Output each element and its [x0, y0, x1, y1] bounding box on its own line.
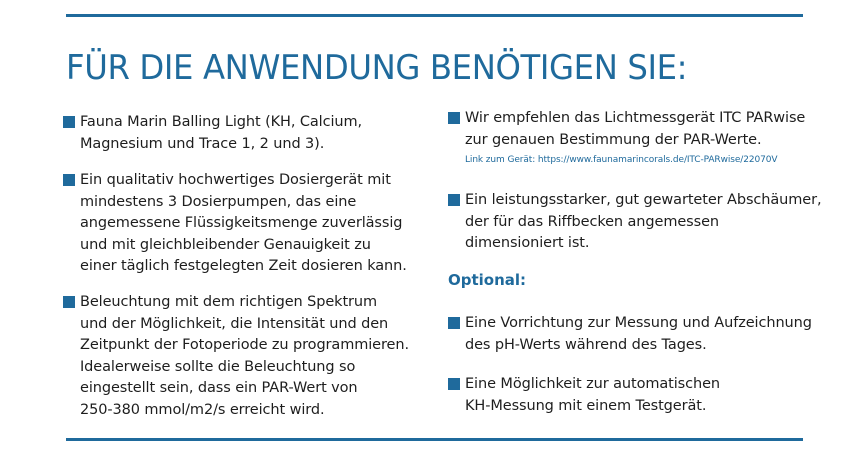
requirement-item-lighting	[63, 292, 409, 421]
requirement-item-balling	[63, 112, 362, 155]
bottom-divider	[66, 438, 803, 441]
square-bullet-icon	[63, 296, 75, 308]
square-bullet-icon	[63, 174, 75, 186]
requirement-item-par-meter	[448, 108, 806, 165]
requirement-item-skimmer	[448, 190, 821, 255]
optional-item-ph-monitor	[448, 313, 812, 356]
page-title: FÜR DIE ANWENDUNG BENÖTIGEN SIE:	[66, 48, 688, 88]
top-divider	[66, 14, 803, 17]
optional-item-kh-measurement	[448, 374, 720, 417]
optional-text: Eine Möglichkeit zur automatischen KH-Messung mit einem Testgerät.	[465, 376, 720, 414]
optional-text: Eine Vorrichtung zur Messung und Aufzeichnung des pH-Werts während des Tages.	[465, 315, 812, 353]
requirement-text: Beleuchtung mit dem richtigen Spektrum und der Möglichkeit, die Intensität und den Zeitpunkt der Fotoperiode zu programmieren. Idealerweise sollte die Beleuchtung so eingestellt sein, dass ein PAR-Wert von 250-380 mmol/m2/s erreicht wird.	[80, 294, 409, 418]
requirement-text: Wir empfehlen das Lichtmessgerät ITC PARwise zur genauen Bestimmung der PAR-Werte.	[465, 110, 806, 148]
requirement-text: Ein qualitativ hochwertiges Dosiergerät mit mindestens 3 Dosierpumpen, das eine angemessene Flüssigkeitsmenge zuverlässig und mit gleichbleibender Genauigkeit zu einer täglich festgelegten Zeit dosieren kann.	[80, 172, 407, 274]
square-bullet-icon	[63, 116, 75, 128]
optional-heading: Optional:	[448, 271, 527, 289]
requirement-text: Ein leistungsstarker, gut gewarteter Abschäumer, der für das Riffbecken angemessen dimensioniert ist.	[465, 192, 822, 251]
square-bullet-icon	[448, 317, 460, 329]
square-bullet-icon	[448, 194, 460, 206]
device-link[interactable]: Link zum Gerät: https://www.faunamarincorals.de/ITC-PARwise/22070V	[465, 155, 778, 165]
requirement-text: Fauna Marin Balling Light (KH, Calcium, Magnesium und Trace 1, 2 und 3).	[80, 114, 363, 152]
requirement-item-dosing-device	[63, 170, 407, 278]
square-bullet-icon	[448, 378, 460, 390]
square-bullet-icon	[448, 112, 460, 124]
